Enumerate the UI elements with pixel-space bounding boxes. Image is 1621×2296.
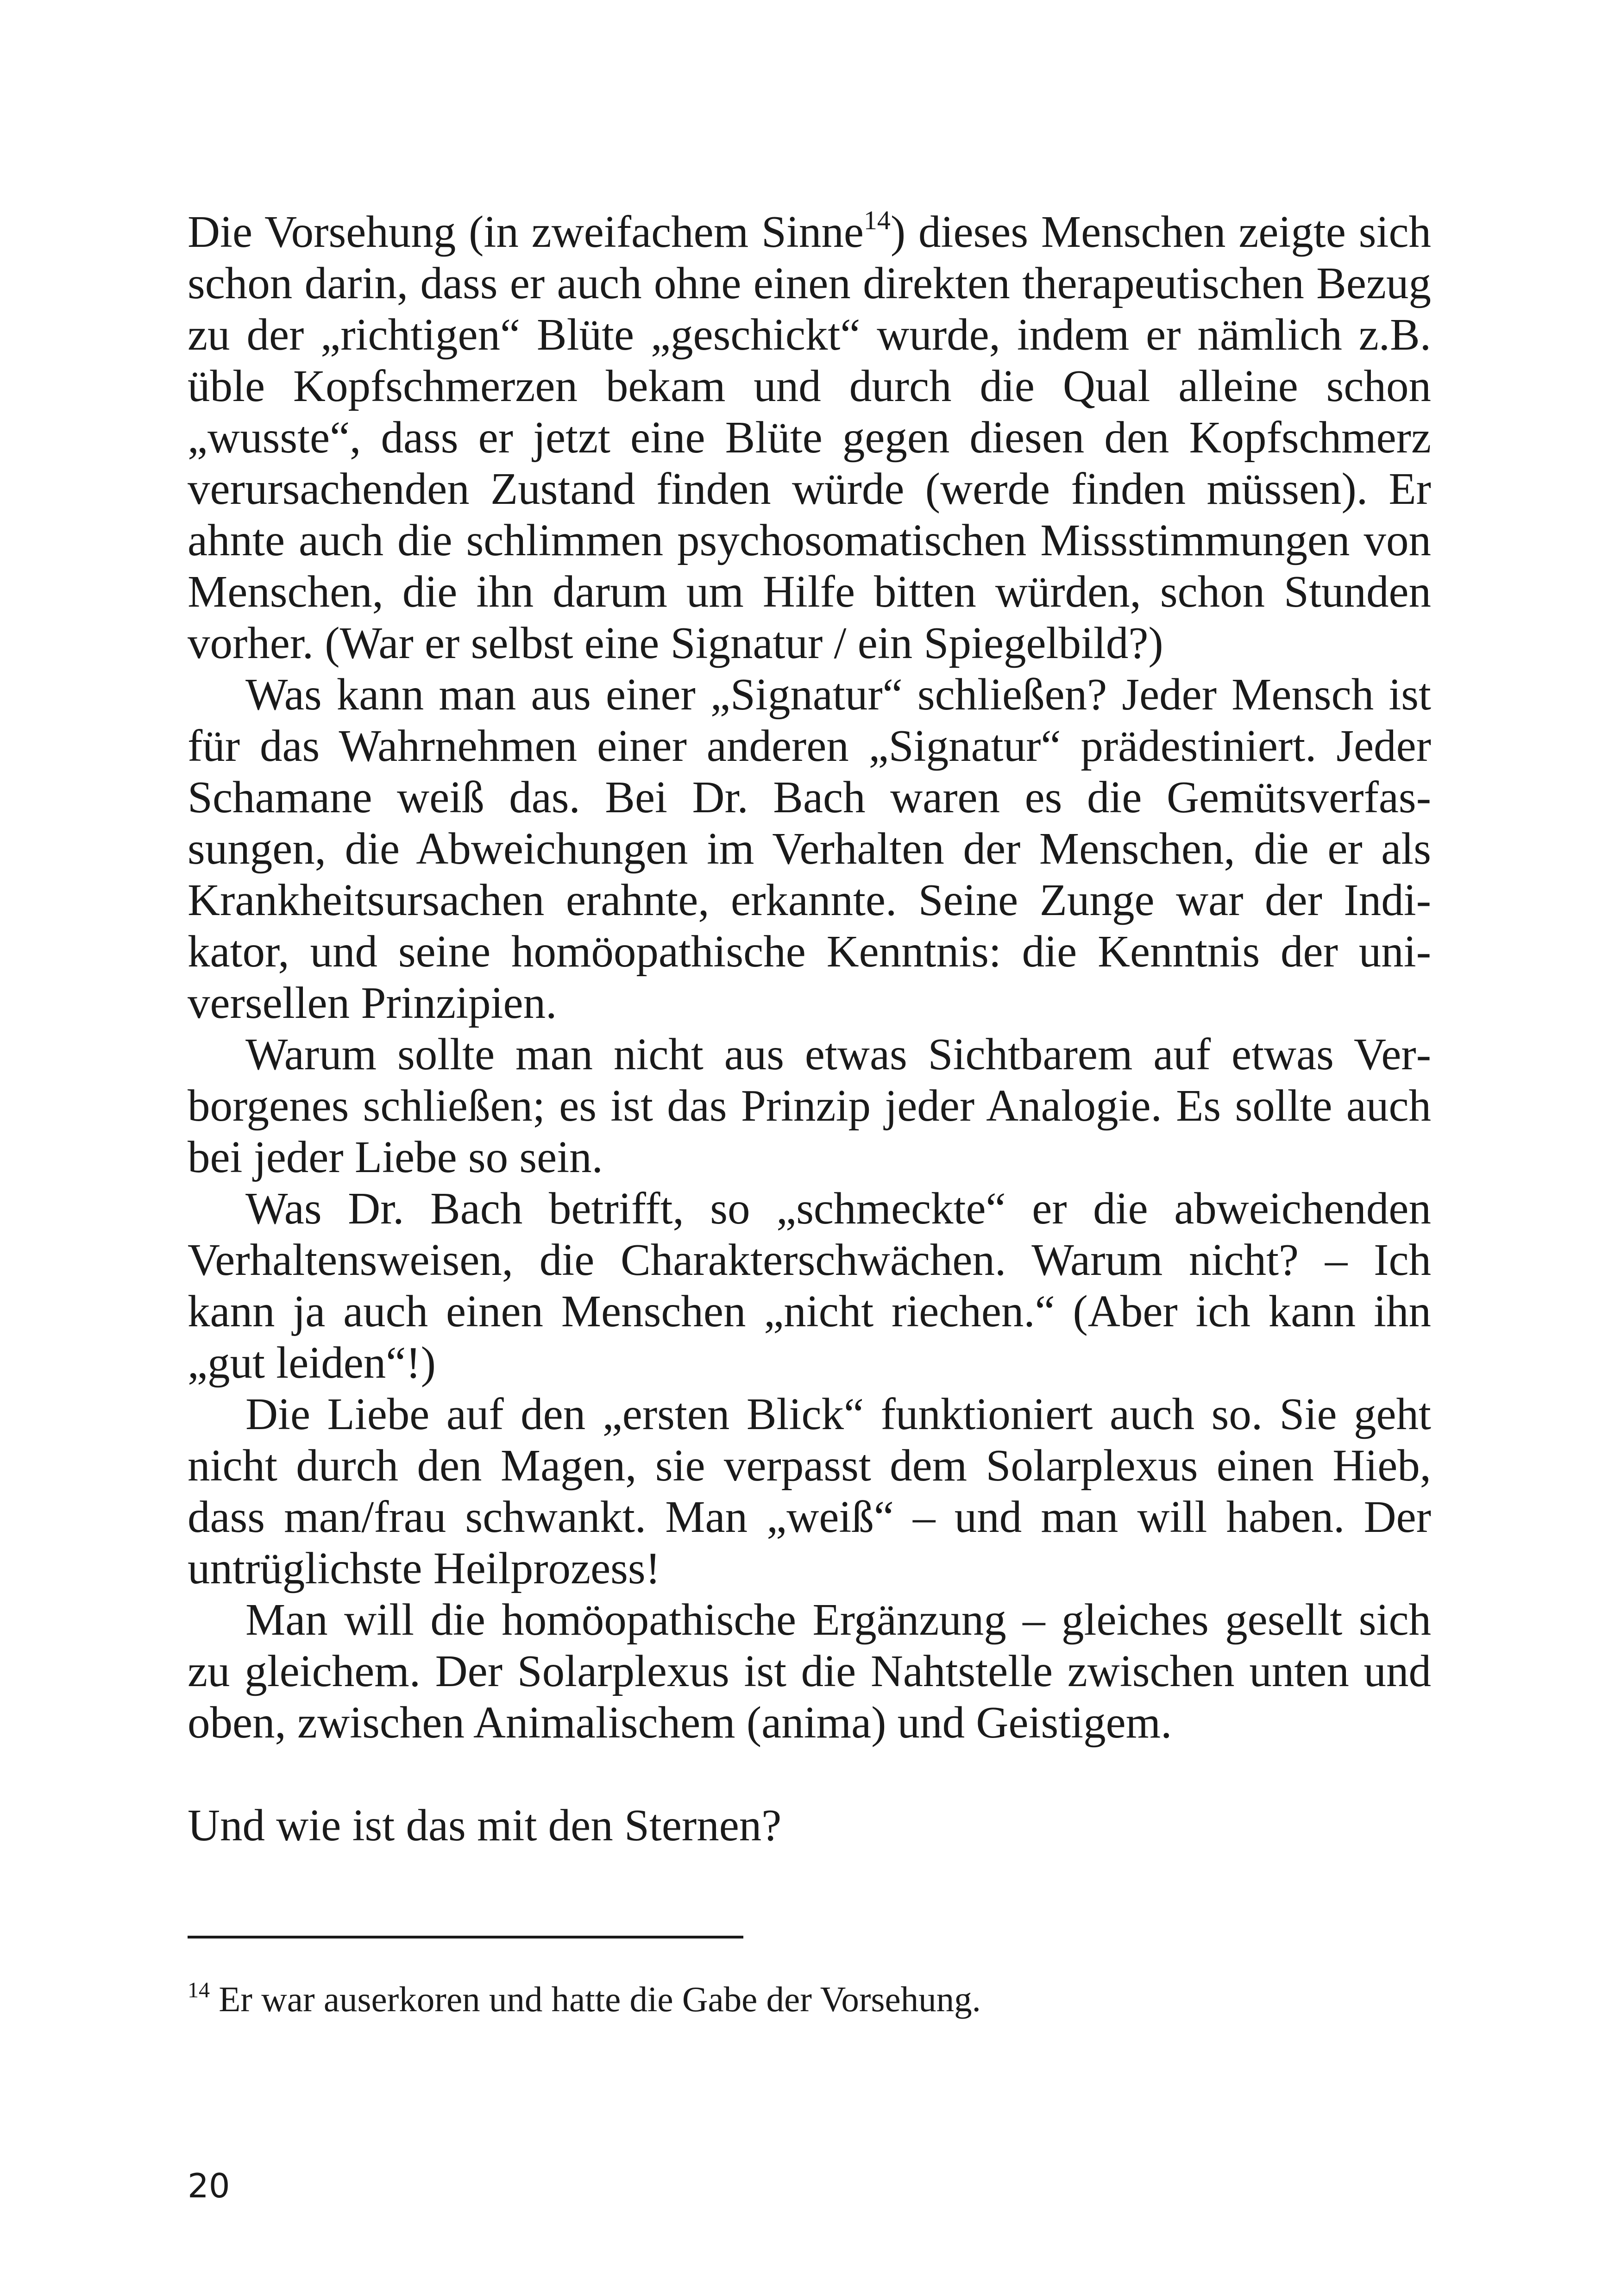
footnote-reference: 14 <box>863 205 891 235</box>
paragraph-7: Und wie ist das mit den Sternen? <box>188 1800 782 1850</box>
footnote-marker: 14 <box>188 1978 210 2002</box>
paragraph-3: Warum sollte man nicht aus etwas Sichtbarem auf etwas Verborgenes schließen; es ist das Prinzip jeder Analogie. Es sollte auch bei jeder Liebe so sein. <box>188 1029 1431 1182</box>
page-number: 20 <box>188 2166 230 2205</box>
paragraph-6: Man will die homöopathische Ergänzung – gleiches gesellt sich zu gleichem. Der Solarplexus ist die Nahtstelle zwischen unten und oben, zwischen Animalischem (anima) und Geistigem. <box>188 1595 1431 1747</box>
footnote-divider <box>188 1936 743 1938</box>
body-text <box>188 206 1431 1851</box>
paragraph-1 <box>188 206 1431 669</box>
paragraph-4: Was Dr. Bach betrifft, so „schmeckte“ er die abweichenden Verhaltensweisen, die Charakterschwächen. Warum nicht? – Ich kann ja auch einen Menschen „nicht riechen.“ (Aber ich kann ihn „gut leiden“!) <box>188 1184 1431 1387</box>
paragraph-2: Was kann man aus einer „Signatur“ schließen? Jeder Mensch ist für das Wahrnehmen einer anderen „Signatur“ prädestiniert. Jeder Schamane weiß das. Bei Dr. Bach waren es die Gemütsverfassungen, die Abweichungen im Verhalten der Menschen, die er als Krankheitsursachen erahnte, erkannte. Seine Zunge war der Indikator, und seine homöopathische Kenntnis: die Kenntnis der universellen Prinzipien. <box>188 670 1431 1028</box>
footnote <box>188 1977 1431 2021</box>
paragraph-5: Die Liebe auf den „ersten Blick“ funktioniert auch so. Sie geht nicht durch den Magen, sie verpasst dem Solarplexus einen Hieb, dass man/frau schwankt. Man „weiß“ – und man will haben. Der untrüglichste Heilprozess! <box>188 1389 1431 1593</box>
footnote-text: Er war auserkoren und hatte die Gabe der Vorsehung. <box>210 1979 981 2019</box>
paragraph-1-text-end: ) dieses Menschen zeigte sich schon darin, dass er auch ohne einen direkten therapeutischen Bezug zu der „richtigen“ Blüte „geschickt“ wurde, indem er nämlich z.B. üble Kopfschmerzen bekam und durch die Qual alleine schon „wusste“, dass er jetzt eine Blüte gegen diesen den Kopfschmerz verursachenden Zustand finden würde (werde finden müssen). Er ahnte auch die schlimmen psychosomatischen Missstimmungen von Menschen, die ihn darum um Hilfe bitten würden, schon Stunden vorher. (War er selbst eine Signatur / ein Spiegelbild?) <box>188 207 1431 668</box>
paragraph-1-text-start: Die Vorsehung (in zweifachem Sinne <box>188 207 864 257</box>
